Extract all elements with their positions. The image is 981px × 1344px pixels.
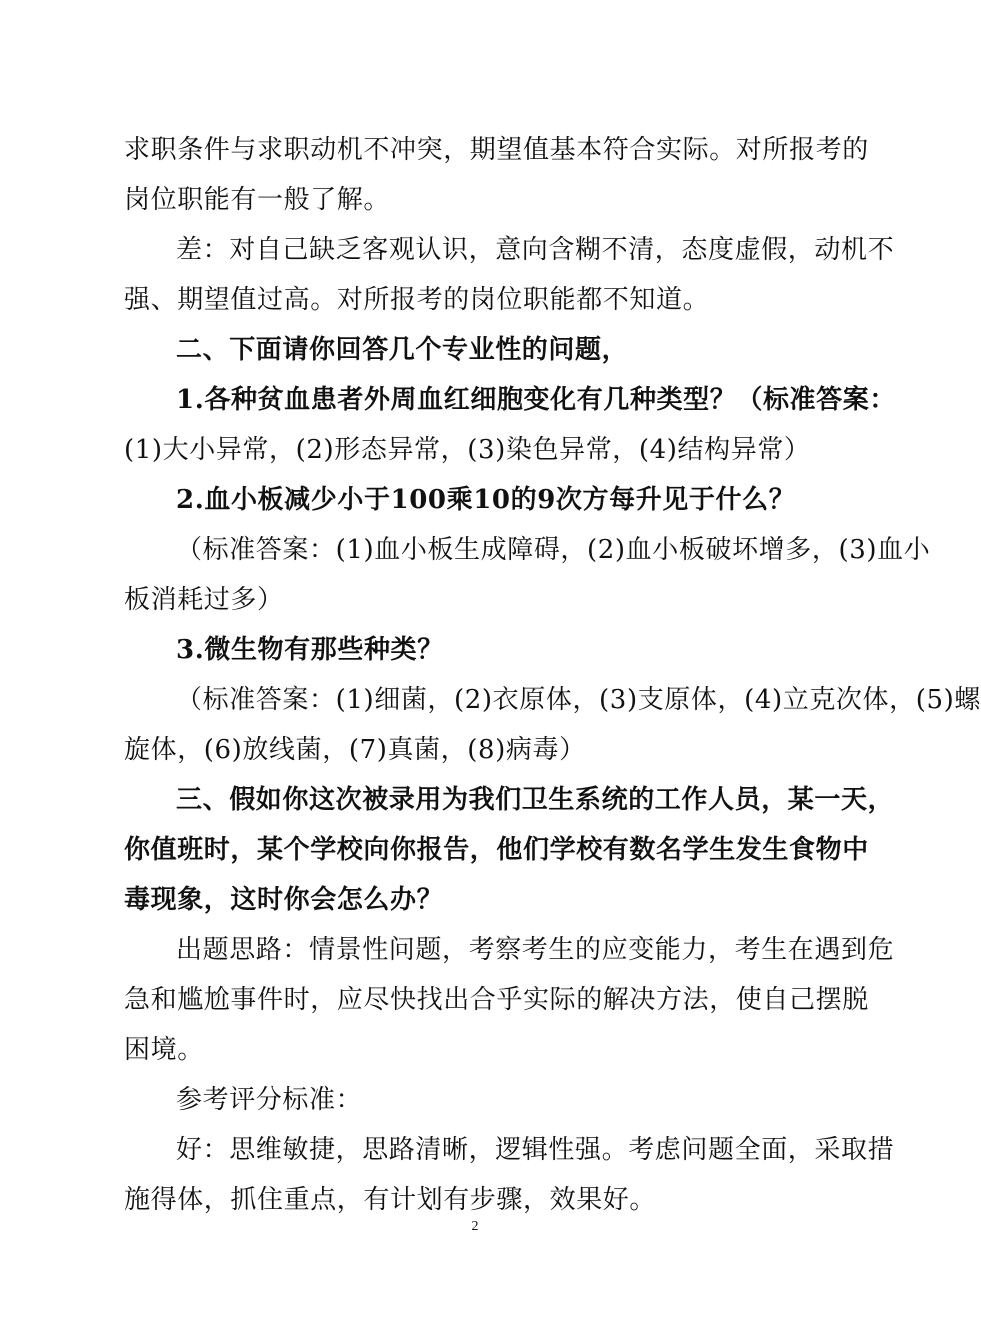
text-line: 差：对自己缺乏客观认识，意向含糊不清，态度虚假，动机不 <box>176 235 895 265</box>
page-number: 2 <box>471 1219 479 1234</box>
answer-line: （标准答案：(1)血小板生成障碍，(2)血小板破坏增多，(3)血小 <box>176 535 931 565</box>
text-line: 施得体，抓住重点，有计划有步骤，效果好。 <box>124 1185 657 1215</box>
text-line: 岗位职能有一般了解。 <box>124 185 391 215</box>
text-line: 困境。 <box>124 1035 204 1065</box>
question-line: 2.血小板减少小于100乘10的9次方每升见于什么？ <box>176 485 796 515</box>
text-line: 出题思路：情景性问题，考察考生的应变能力，考生在遇到危 <box>176 935 895 965</box>
text-line: 强、期望值过高。对所报考的岗位职能都不知道。 <box>124 285 710 315</box>
section-heading: 你值班时，某个学校向你报告，他们学校有数名学生发生食物中 <box>124 835 869 865</box>
answer-line: (1)大小异常，(2)形态异常，(3)染色异常，(4)结构异常） <box>124 435 811 465</box>
answer-line: 旋体，(6)放线菌，(7)真菌，(8)病毒） <box>124 735 586 765</box>
text-line: 急和尴尬事件时，应尽快找出合乎实际的解决方法，使自己摆脱 <box>124 985 869 1015</box>
section-heading: 二、下面请你回答几个专业性的问题， <box>176 335 629 365</box>
question-line: 3.微生物有那些种类？ <box>176 635 444 665</box>
answer-line: 板消耗过多） <box>124 585 284 615</box>
question-line: 1.各种贫血患者外周血红细胞变化有几种类型？（标准答案： <box>176 385 896 415</box>
section-heading: 毒现象，这时你会怎么办？ <box>124 885 444 915</box>
text-line: 求职条件与求职动机不冲突，期望值基本符合实际。对所报考的 <box>124 135 869 165</box>
answer-line: （标准答案：(1)细菌，(2)衣原体，(3)支原体，(4)立克次体，(5)螺 <box>176 685 981 715</box>
text-line: 好：思维敏捷，思路清晰，逻辑性强。考虑问题全面，采取措 <box>176 1135 895 1165</box>
text-line: 参考评分标准： <box>176 1085 363 1115</box>
section-heading: 三、假如你这次被录用为我们卫生系统的工作人员，某一天， <box>176 785 895 815</box>
document-body <box>124 125 981 1225</box>
